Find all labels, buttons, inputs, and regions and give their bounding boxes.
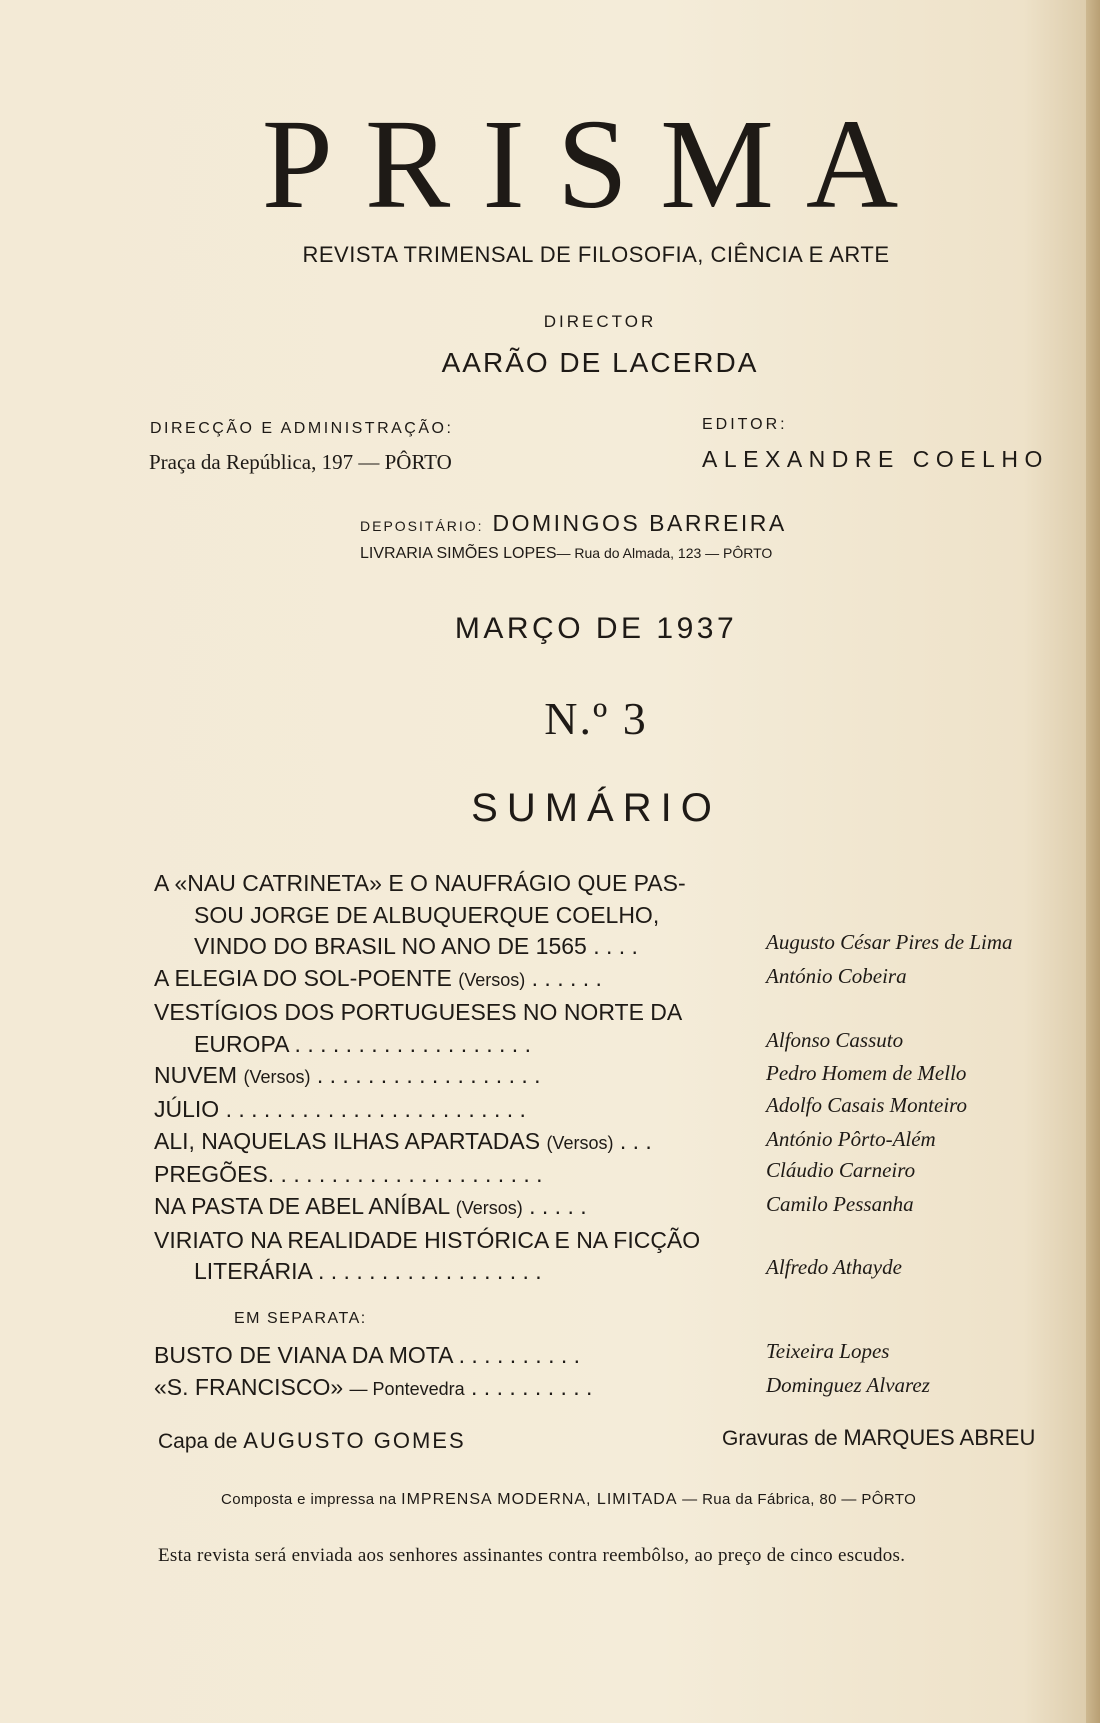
cover-artist: AUGUSTO GOMES [243,1428,466,1453]
entry-title-text: SOU JORGE DE ALBUQUERQUE COELHO, [194,901,660,928]
editor-name: ALEXANDRE COELHO [702,446,1049,472]
entry-note: (Versos) [546,1132,614,1153]
entry-title-line [154,931,714,963]
entry-title-line [154,1126,714,1160]
entry-author: Alfonso Cassuto [766,1027,904,1052]
entry-leader-dots: . . . . . . . . . . . . . . . . . . [310,1062,541,1089]
separate-label: EM SEPARATA: [234,1310,367,1328]
toc-entry [154,997,1054,1060]
printer-address: — Rua da Fábrica, 80 — PÔRTO [682,1491,917,1508]
subscription-notice: Esta revista será enviada aos senhores assinantes contra reembôlso, ao preço de cinco escudos. [158,1545,906,1566]
entry-title-text: VINDO DO BRASIL NO ANO DE 1565 . . . . [194,933,638,960]
depository-name: DOMINGOS BARREIRA [492,510,787,536]
entry-author: Camilo Pessanha [766,1192,914,1217]
entry-title-text: JÚLIO . . . . . . . . . . . . . . . . . . . . . . . . [154,1095,526,1122]
engraving-credit [722,1425,1035,1451]
entry-author: Pedro Homem de Mello [766,1061,967,1086]
summary-title: SUMÁRIO [471,786,721,830]
entry-note: — Pontevedra [349,1378,465,1399]
toc-entry [154,1060,1054,1094]
entry-title-line [154,963,714,997]
table-of-contents [154,868,1054,1406]
administration-label: DIRECÇÃO E ADMINISTRAÇÃO: [150,420,454,437]
entry-title-line [154,1094,714,1126]
cover-credit-label: Capa de [158,1430,238,1453]
entry-title-text: NUVEM [154,1062,238,1089]
entry-title-text: A ELEGIA DO SOL-POENTE [154,965,452,992]
entry-author: Adolfo Casais Monteiro [766,1092,968,1117]
toc-entry [154,1372,1054,1406]
editor-label: EDITOR: [702,416,788,433]
toc-entry [154,1126,1054,1160]
entry-author: António Pôrto-Além [766,1126,936,1151]
depository-line [360,510,787,537]
entry-title-text: VIRIATO NA REALIDADE HISTÓRICA E NA FICÇÃO [154,1226,701,1253]
entry-title-line [154,1372,714,1406]
toc-entry [154,868,1054,963]
entry-author: Augusto César Pires de Lima [766,930,1013,955]
entry-title-line [154,1191,714,1225]
contents-list [154,868,1054,1288]
entry-title-text: NA PASTA DE ABEL ANÍBAL [154,1193,450,1220]
entry-leader-dots: . . . . . [522,1193,587,1220]
entry-leader-dots: . . . . . . . . . . [464,1373,593,1400]
entry-title-line [154,900,714,932]
separates-list [154,1340,1054,1405]
cover-credit [158,1428,466,1454]
entry-author: Dominguez Alvarez [766,1372,930,1397]
entry-title-text: PREGÕES. . . . . . . . . . . . . . . . . . . . . . [154,1161,543,1188]
printer-line [221,1491,916,1509]
entry-title-text: LITERÁRIA . . . . . . . . . . . . . . . . . . [194,1258,542,1285]
engraving-artist: MARQUES ABREU [843,1425,1036,1450]
director-label: DIRECTOR [543,312,657,331]
masthead-title: PRISMA [261,93,931,235]
administration-address: Praça da República, 197 — PÔRTO [149,450,452,474]
entry-title-line [154,1225,714,1257]
entry-title-line [154,1060,714,1094]
printer-prefix: Composta e impressa na [221,1491,397,1508]
entry-note: (Versos) [243,1067,311,1088]
entry-title-line [154,1029,714,1061]
toc-entry [154,963,1054,997]
entry-title-line [154,1340,714,1372]
entry-title-text: A «NAU CATRINETA» E O NAUFRÁGIO QUE PAS- [154,870,686,896]
entry-title-text: «S. FRANCISCO» [154,1373,344,1400]
entry-leader-dots: . . . . . . [525,965,602,992]
printer-name: IMPRENSA MODERNA, LIMITADA [401,1491,678,1508]
depository-label: DEPOSITÁRIO: [360,518,484,534]
entry-title-text: ALI, NAQUELAS ILHAS APARTADAS [154,1127,541,1154]
entry-title-line [154,1256,714,1288]
entry-note: (Versos) [455,1198,523,1219]
entry-author: Alfredo Athayde [766,1255,902,1280]
entry-title-line [154,1159,714,1191]
entry-author: António Cobeira [766,964,907,989]
issue-date: MARÇO DE 1937 [454,612,738,645]
issue-number: N.º 3 [544,693,648,744]
entry-title-text: EUROPA . . . . . . . . . . . . . . . . . . . [194,1030,531,1057]
bookshop-name: LIVRARIA SIMÕES LOPES [360,545,557,562]
entry-note: (Versos) [458,970,526,991]
toc-entry [154,1225,1054,1288]
entry-title-line [154,997,714,1029]
director-name: AARÃO DE LACERDA [441,347,759,378]
bookshop-line [360,545,772,563]
entry-author: Teixeira Lopes [766,1339,890,1364]
entry-title-text: VESTÍGIOS DOS PORTUGUESES NO NORTE DA [154,998,683,1025]
toc-entry [154,1340,1054,1372]
entry-title-text: BUSTO DE VIANA DA MOTA . . . . . . . . . . [154,1342,581,1369]
toc-entry [154,1159,1054,1191]
entry-author: Cláudio Carneiro [766,1158,916,1183]
toc-entry [154,1094,1054,1126]
masthead-subtitle: REVISTA TRIMENSAL DE FILOSOFIA, CIÊNCIA E ARTE [302,242,890,267]
bookshop-address: — Rua do Almada, 123 — PÔRTO [556,545,773,561]
engraving-credit-label: Gravuras de [722,1427,838,1450]
entry-leader-dots: . . . [613,1127,652,1154]
toc-entry [154,1191,1054,1225]
entry-title-line [154,868,714,900]
